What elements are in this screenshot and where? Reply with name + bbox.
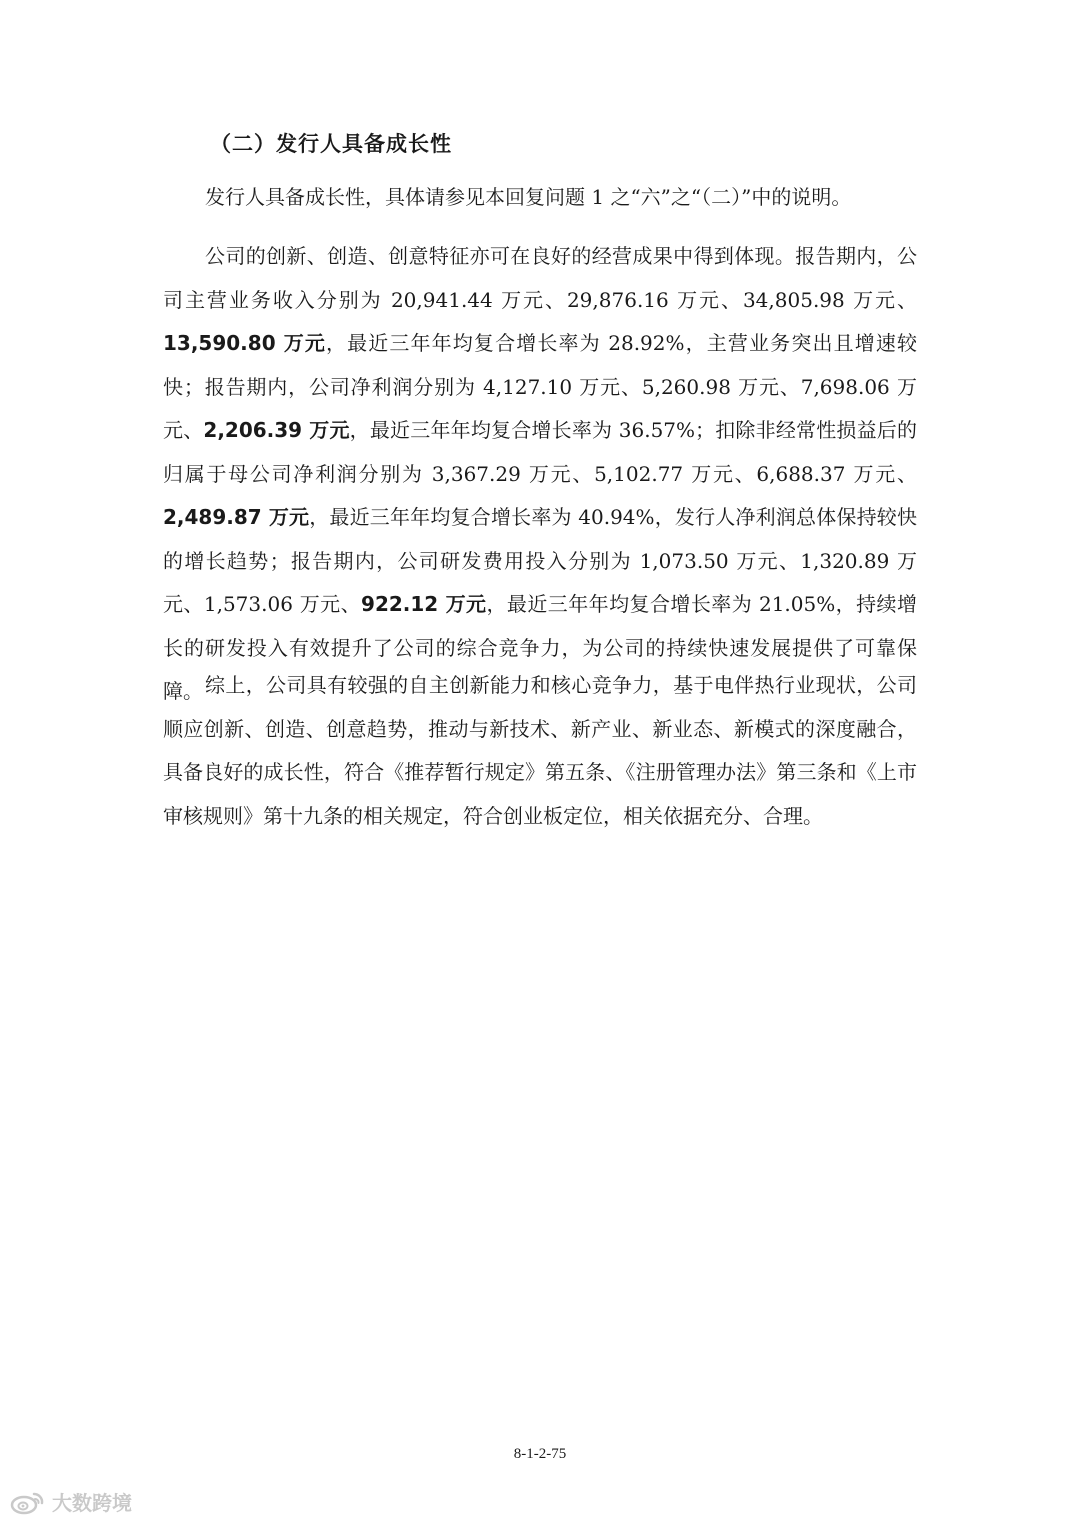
paragraph-financial-results <box>163 235 917 714</box>
text-run: 公司的创新、创造、创意特征亦可在良好的经营成果中得到体现。报告期内，公司主营业务收入分别为 20,941.44 万元、29,876.16 万元、34,805.98 万元、 <box>163 244 917 312</box>
text-run: ，最近三年年均复合增长率为 40.94%，发行人净利润总体保持较快的增长趋势；报告期内，公司研发费用投入分别为 1,073.50 万元、1,320.89 万元、1,573.06 万元、 <box>163 505 917 616</box>
text-run: ，最近三年年均复合增长率为 21.05%，持续增长的研发投入有效提升了公司的综合竞争力，为公司的持续快速发展提供了可靠保障。 <box>163 592 917 703</box>
bold-figure: 13,590.80 万元 <box>163 331 326 355</box>
bold-figure: 2,206.39 万元 <box>203 418 350 442</box>
watermark <box>8 1487 132 1516</box>
paragraph-conclusion: 综上，公司具有较强的自主创新能力和核心竞争力，基于电伴热行业现状，公司顺应创新、创造、创意趋势，推动与新技术、新产业、新业态、新模式的深度融合，具备良好的成长性，符合《推荐暂行规定》第五条、《注册管理办法》第三条和《上市审核规则》第十九条的相关规定，符合创业板定位，相关依据充分、合理。 <box>163 673 917 828</box>
bold-figure: 922.12 万元 <box>361 592 487 616</box>
paragraph-growth-reference: 发行人具备成长性，具体请参见本回复问题 1 之“六”之“（二）”中的说明。 <box>205 185 852 209</box>
watermark-text: 大数跨境 <box>52 1491 132 1515</box>
text-run: ，最近三年年均复合增长率为 36.57%；扣除非经常性损益后的归属于母公司净利润分别为 3,367.29 万元、5,102.77 万元、6,688.37 万元、 <box>163 418 918 486</box>
text-run: ，最近三年年均复合增长率为 28.92%，主营业务突出且增速较快；报告期内，公司净利润分别为 4,127.10 万元、5,260.98 万元、7,698.06 万元、 <box>163 331 917 442</box>
section-heading: （二）发行人具备成长性 <box>210 131 452 156</box>
weibo-logo-icon <box>8 1488 48 1516</box>
page-number: 8-1-2-75 <box>513 1446 567 1462</box>
bold-figure: 2,489.87 万元 <box>163 505 310 529</box>
